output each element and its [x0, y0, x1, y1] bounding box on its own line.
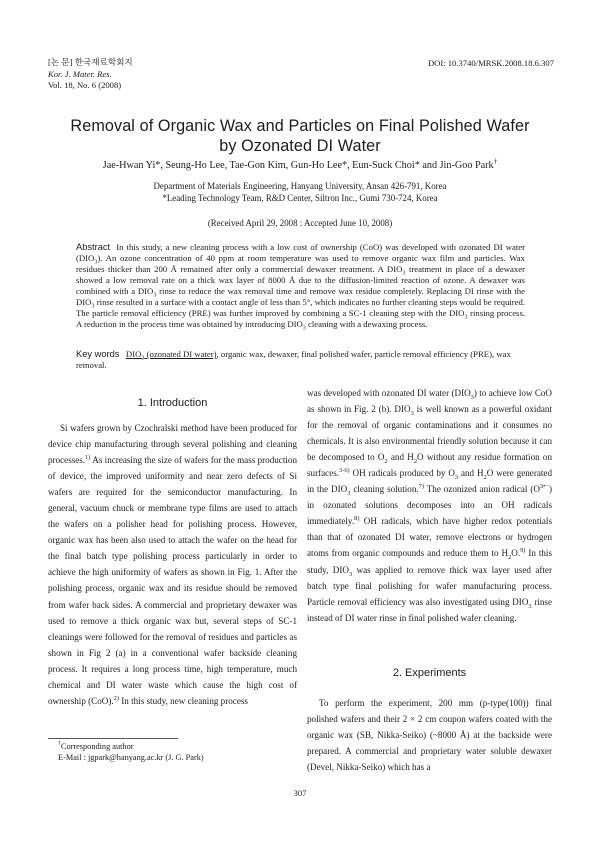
received-dates: (Received April 29, 2008 : Accepted June 10, 2008) — [207, 218, 393, 228]
subscript: 3 — [470, 393, 474, 401]
body-text: Si wafers grown by Czochralski method have been produced for device chip manufacturing through several polishing and cleaning processes. — [48, 423, 297, 466]
abstract-text: rinse to reduce the wax removal time and remove wax residue completely. Replacing DI rinse with the DIO — [76, 286, 525, 308]
authors-text: Jae-Hwan Yi*, Seung-Ho Lee, Tae-Gon Kim, Gun-Ho Lee*, Eun-Suck Choi* and Jin-Goo Park — [102, 160, 494, 171]
keywords-label: Key words — [76, 349, 120, 359]
footnote — [58, 741, 204, 763]
body-text: was developed with ozonated DI water (DIO — [307, 388, 471, 398]
introduction-body-continued — [307, 385, 552, 626]
subscript: 3 — [464, 315, 468, 322]
keyword-text: DIO — [125, 349, 142, 359]
body-text: OH radicals produced by O — [349, 468, 455, 479]
experiments-body — [307, 695, 552, 775]
body-text: and H — [387, 452, 414, 463]
subscript: 3 — [454, 474, 459, 482]
keyword-text: (ozonated DI water) — [144, 349, 217, 359]
abstract-text: cleaning with a dewaxing process. — [305, 319, 428, 330]
body-text: O. — [511, 548, 521, 559]
body-text: In this study, DIO — [307, 548, 552, 575]
footnote-email: E-Mail : jgpark@hanyang.ac.kr (J. G. Park) — [58, 753, 204, 762]
abstract-text: ). An ozone concentration of 40 ppm at room temperature was used to remove organic wax film and particles. Wax residues thicker than 200 Å remained after only a commercial dewaxer treatment. A DIO — [76, 253, 525, 275]
subscript: 3 — [402, 270, 406, 277]
reference-mark: 8) — [354, 515, 360, 523]
subscript: 3 — [91, 303, 95, 310]
subscript: 3 — [302, 326, 306, 333]
keyword-text: , organic wax, dewaxer, final polished wafer, particle removal efficiency (PRE), wax removal. — [76, 349, 511, 371]
page-number: 307 — [293, 788, 307, 798]
keywords — [76, 349, 525, 372]
reference-mark: 3-6) — [339, 467, 350, 475]
reference-mark: 9) — [520, 547, 526, 555]
body-text: ) to achieve low CoO as shown in Fig. 2 (b). DIO — [307, 388, 553, 415]
abstract-text: rinsing process. A reduction in the process time was obtained by introducing DIO — [76, 308, 525, 330]
subscript: 2 — [384, 458, 388, 465]
subscript: 3 — [410, 409, 414, 417]
journal-volume: Vol. 18, No. 6 (2008) — [48, 80, 122, 90]
footnote-divider — [48, 738, 178, 739]
subscript: 3 — [141, 355, 145, 362]
subscript: 2 — [483, 474, 487, 482]
subscript: 2 — [413, 458, 418, 465]
body-text: O without any residue formation on surfaces. — [307, 452, 553, 479]
journal-abbreviation: Kor. J. Mater. Res. — [48, 68, 112, 79]
footnote-mark: † — [58, 741, 61, 748]
body-text: rinse instead of DI water rinse in final polished wafer cleaning. — [307, 596, 552, 623]
body-text: In this study, new cleaning process — [118, 695, 248, 706]
abstract-text: In this study, a new cleaning process with a low cost of ownership (CoO) was developed with ozonated DI water (DIO — [76, 242, 525, 264]
reference-mark: 7) — [418, 483, 424, 491]
body-text: was applied to remove thick wax layer used after batch type final polishing for wafer manufacturing process. Particle removal efficiency was also investigated using DIO — [307, 564, 552, 607]
author-list — [40, 157, 560, 171]
body-text: The ozonized anion radical (O — [423, 484, 540, 495]
affiliation-2: *Leading Technology Team, R&D Center, Siltron Inc., Gumi 730-724, Korea — [162, 193, 438, 203]
body-text: cleaning solution. — [350, 484, 419, 495]
subscript: 3 — [528, 602, 532, 610]
superscript: 3•− — [539, 483, 549, 491]
doi: DOI: 10.3740/MRSK.2008.18.6.307 — [427, 58, 554, 68]
body-text: As increasing the size of wafers for the mass production of device, the improved uniformity and near zero defects of Si wafers are required for the semiconductor manufacturing. In general, vacuum chuck or membrane type films are used to attach the wafers on a polisher head for polishing process. However, organic wax has been also used to attach the wafer on the head for the final batch type polishing process particularly in order to achieve the high uniformity of wafers as shown in Fig. 1. After the polishing process, organic wax and its residue should be removed from wafer back sides. A commercial and proprietary dewaxer was used to remove a thick organic wax but, several steps of SC-1 cleanings were followed for the removal of residues and particles as shown in Fig 2 (a) in a conventional wafer backside cleaning process. It requires a long process time, high temperature, much chemical and DI water waste which cause the high cost of ownership (CoO). — [48, 455, 297, 706]
section-heading-experiments: 2. Experiments — [392, 667, 467, 679]
body-text: O were generated in the DIO — [307, 468, 552, 495]
section-heading-introduction: 1. Introduction — [137, 397, 208, 409]
abstract-label: Abstract — [76, 242, 111, 252]
abstract-text: treatment in place of a dewaxer showed a low removal rate on a thick wax layer of 8000 Å due to the diffusion-limited reaction of ozone. A dewaxer was combined with a DIO — [76, 264, 525, 297]
introduction-body — [48, 420, 297, 709]
abstract-text: rinse resulted in a surface with a contact angle of less than 5°, which indicates no further cleaning steps would be required. The particle removal efficiency (PRE) was further improved by combining a SC-1 cleaning step with the DIO — [76, 297, 525, 319]
abstract — [76, 242, 525, 333]
reference-mark: 1) — [85, 454, 91, 462]
affiliation-1: Department of Materials Engineering, Hanyang University, Ansan 426-791, Korea — [153, 181, 447, 191]
keyword-underlined — [125, 349, 217, 362]
body-text: is well known as a powerful oxidant for the removal of organic contaminations and it consumes no chemicals. It is also environmental friendly solution because it can be decomposed to O — [307, 404, 553, 463]
paper-title: Removal of Organic Wax and Particles on Final Polished Wafer by Ozonated DI Water — [70, 117, 530, 155]
footnote-text: Corresponding author — [60, 742, 134, 751]
subscript: 3 — [94, 259, 98, 266]
subscript: 3 — [153, 292, 157, 299]
reference-mark: 2) — [113, 694, 119, 702]
body-text: ) in ozonated solutions decomposes into an OH radicals immediately. — [307, 484, 552, 527]
subscript: 2 — [508, 554, 512, 562]
subscript: 3 — [348, 570, 353, 578]
body-text: OH radicals, which have higher redox potentials than that of ozonated DI water, remove electrons or hydrogen atoms from organic compounds and reduce them to H — [307, 516, 552, 559]
journal-name-korean: [논 문] 한국재료학회지 — [48, 57, 133, 67]
corresponding-mark: † — [493, 157, 498, 166]
subscript: 3 — [347, 490, 351, 498]
journal-header — [48, 57, 133, 92]
body-text: To perform the experiment, 200 mm (p-type(100)) final polished wafers and their 2 × 2 cm coupon wafers coated with the organic wax (SB, Nikka-Seiko) (~8000 Å) at the backside were prepared. A commercial and proprietary water soluble dewaxer (Devel, Nikka-Seiko) which has a — [307, 698, 552, 773]
affiliations — [40, 180, 560, 204]
body-text: and H — [458, 468, 484, 479]
